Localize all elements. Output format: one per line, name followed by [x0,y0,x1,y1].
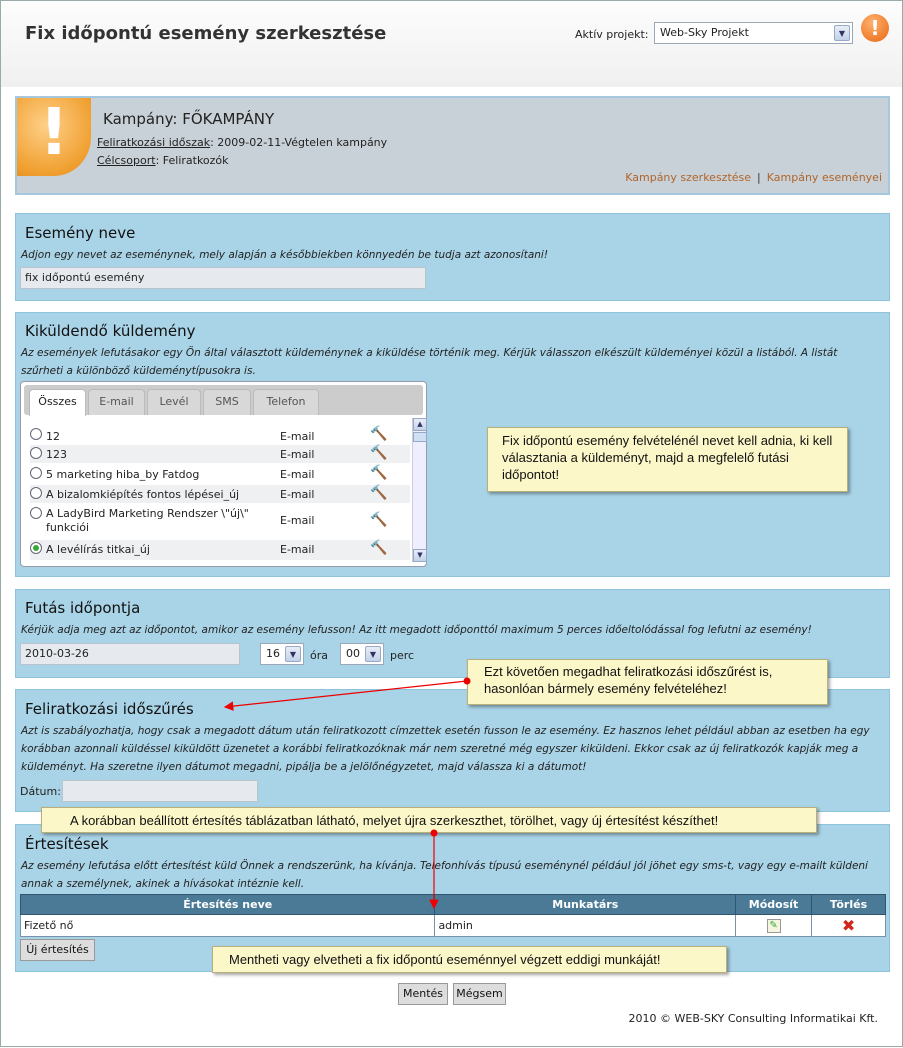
annotation-note-2: Ezt követően megadhat feliratkozási időszűrést is, hasonlóan bármely esemény felvételéhez! [467,659,828,705]
tab-email[interactable]: E-mail [88,389,145,415]
item-name: 12 [46,430,60,443]
edit-tool-icon[interactable]: 🔨 [370,465,388,481]
period-label: Feliratkozási időszak [97,136,211,149]
annotation-note-1: Fix időpontú esemény felvételénél nevet kell adnia, ki kell választania a küldeményt, majd a megfelelő futási időpontot! [487,427,848,492]
edit-tool-icon[interactable]: 🔨 [370,512,388,528]
item-name: 5 marketing hiba_by Fatdog [46,468,200,481]
item-type: E-mail [280,543,315,556]
event-name-input[interactable]: fix időpontú esemény [20,267,426,289]
mailing-title: Kiküldendő küldemény [25,322,196,340]
item-name: A LadyBird Marketing Rendszer \"új\" funkciói [46,507,249,534]
save-button[interactable]: Mentés [398,983,448,1005]
tab-letter[interactable]: Levél [147,389,201,415]
cell-name: Fizető nő [21,915,435,937]
arrow-origin-dot [464,678,471,685]
tab-sms[interactable]: SMS [203,389,251,415]
notifications-desc: Az esemény lefutása előtt értesítést küld Önnek a rendszerünk, ha kívánja. Telefonhívás típusú eseménynél például jól jöhet egy sms-t, vagy egy e-mailt küldeni annak a személynek, akinek a hívásokat intéznie kell. [21,860,868,890]
run-time-title: Futás időpontja [25,599,141,617]
hour-value: 16 [266,647,280,660]
run-date-input[interactable]: 2010-03-26 [20,643,240,665]
cancel-button[interactable]: Mégsem [453,983,506,1005]
page-title: Fix időpontú esemény szerkesztése [25,23,387,44]
item-type: E-mail [280,488,315,501]
tab-all[interactable]: Összes [29,389,86,416]
tab-phone[interactable]: Telefon [253,389,319,415]
arrow-origin-dot [431,830,438,837]
col-header: Értesítés neve [21,895,435,915]
annotation-note-3: A korábban beállított értesítés táblázatban látható, melyet újra szerkeszthet, törölhet, vagy új értesítést készíthet! [41,807,817,833]
col-header: Munkatárs [435,895,736,915]
annotation-arrows [1,1,903,1048]
item-type: E-mail [280,448,315,461]
filter-title: Feliratkozási időszűrés [25,700,194,718]
period-value: : 2009-02-11-Végtelen kampány [210,136,388,149]
link-separator: | [757,171,761,184]
col-header: Módosít [736,895,812,915]
warning-icon: ! [17,98,91,176]
filter-desc: Azt is szabályozhatja, hogy csak a megadott dátum után feliratkozott címzettek esetén fusson le az esemény. Ez hasznos lehet például abban az esetben ha egy korábban azonnali küldéssel kiküldött üzenetet a korábbi feliratkozóknak már nem szeretné még egyszer kiküldeni. Ekkor csak az új feliratkozók kapják meg a küldeményt. Ha szeretne ilyen dátumot megadni, pipálja be a jelölőnégyzetet, majd válassza ki a dátumot! [21,725,870,773]
item-type: E-mail [280,430,315,443]
scroll-down-icon[interactable]: ▼ [413,549,427,562]
chevron-down-icon: ▼ [365,646,381,662]
edit-tool-icon[interactable]: 🔨 [370,445,388,461]
item-name: 123 [46,448,67,461]
col-header: Törlés [812,895,886,915]
item-type: E-mail [280,468,315,481]
campaign-events-link[interactable]: Kampány eseményei [766,171,882,184]
item-name: A levélírás titkai_új [46,543,150,556]
target-value: : Feliratkozók [155,154,229,167]
date-label: Dátum: [20,785,61,798]
event-name-title: Esemény neve [25,224,136,242]
item-name: A bizalomkiépítés fontos lépései_új [46,488,240,501]
delete-icon[interactable]: ✖ [841,916,856,935]
chevron-down-icon: ▼ [834,25,850,41]
run-time-desc: Kérjük adja meg azt az időpontot, amikor az esemény lefusson! Az itt megadott időponttól maximum 5 perces időeltolódással fog lefutni az esemény! [21,624,812,636]
scroll-up-icon[interactable]: ▲ [413,418,427,431]
edit-tool-icon[interactable]: 🔨 [370,540,388,556]
hour-label: óra [310,649,328,662]
campaign-title: Kampány: FŐKAMPÁNY [103,110,275,128]
minute-value: 00 [346,647,360,660]
alert-icon[interactable]: ! [861,14,889,42]
item-type: E-mail [280,514,315,527]
mailing-desc: Az események lefutásakor egy Ön által választott küldeménynek a kiküldése történik meg. Kérjük válasszon elkészült küldeményei közül a listából. A listát szűrheti a különböző küldeménytípusokra is. [21,347,838,377]
edit-icon[interactable]: ✎ [767,919,781,933]
campaign-edit-link[interactable]: Kampány szerkesztése [625,171,752,184]
edit-tool-icon[interactable]: 🔨 [370,426,388,442]
notifications-title: Értesítések [25,835,109,853]
new-notification-button[interactable]: Új értesítés [20,939,95,961]
project-label: Aktív projekt: [575,28,649,41]
footer-copyright: 2010 © WEB-SKY Consulting Informatikai Kft. [628,1012,878,1025]
chevron-down-icon: ▼ [285,646,301,662]
arrow-to-filter [225,681,467,707]
project-select-value: Web-Sky Projekt [660,26,749,39]
event-name-desc: Adjon egy nevet az eseménynek, mely alapján a későbbiekben könnyedén be tudja azt azonosítani! [21,249,549,261]
cell-staff: admin [435,915,736,937]
minute-label: perc [390,649,415,662]
target-label: Célcsoport [97,154,156,167]
annotation-note-4: Mentheti vagy elvetheti a fix időpontú eseménnyel végzett eddigi munkáját! [212,946,727,973]
edit-tool-icon[interactable]: 🔨 [370,485,388,501]
